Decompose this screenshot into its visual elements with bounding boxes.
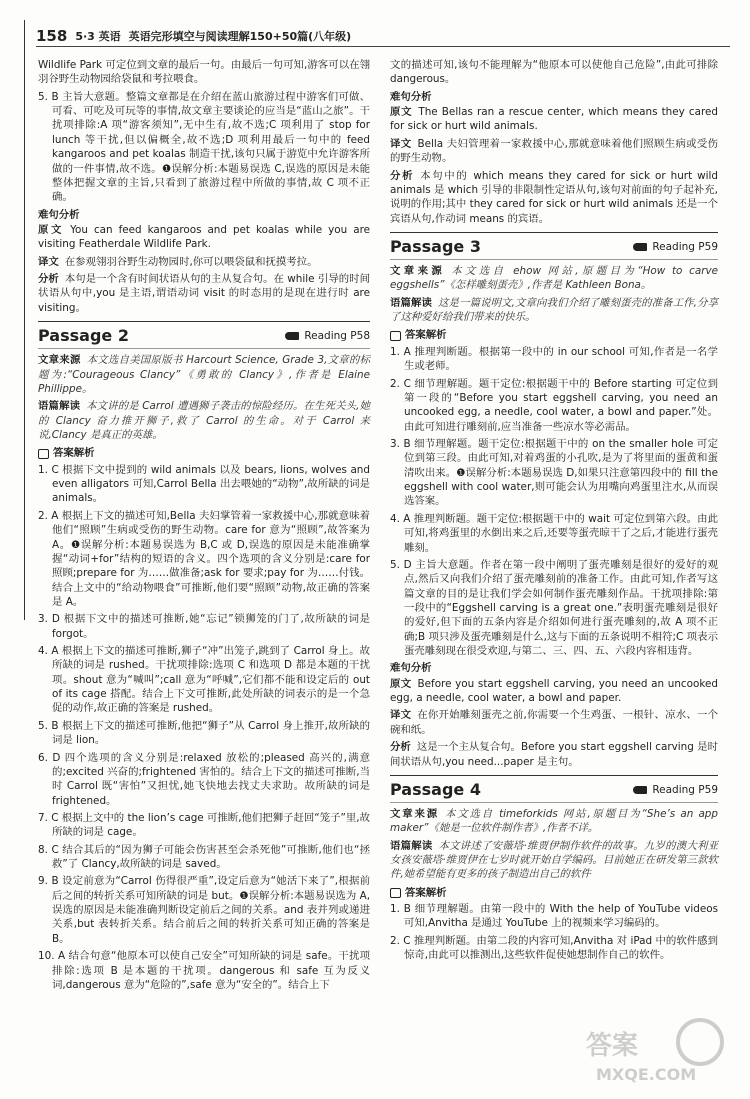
answer-item: 2. C 推理判断题。由第二段的内容可知,Anvitha 对 iPad 中的软件感到惊奇,由此可以推测出,这些软件促使她想制作自己的软件。 bbox=[390, 934, 718, 962]
paragraph: 文的描述可知,该句不能理解为“他原本可以使他自己危险”,由此可排除 dangerous。 bbox=[390, 59, 718, 86]
svg-text:MXQE.COM: MXQE.COM bbox=[596, 1065, 697, 1084]
analysis-text: 这是一个主从复合句。Before you start eggshell carving 是时间状语从句,you need...paper 是主句。 bbox=[390, 741, 718, 768]
pointing-hand-icon bbox=[633, 243, 647, 251]
trans-text: Bella 夫妇管理着一家救援中心,那就意味着他们照顾生病或受伤的野生动物。 bbox=[390, 137, 718, 165]
orig-text: The Bellas ran a rescue center, which means they cared for sick or hurt wild animals. bbox=[390, 106, 718, 133]
answer-item: 5. D 主旨大意题。作者在第一段中阐明了蛋壳雕刻是很好的爱好的观点,然后又向我们介绍了蛋壳雕刻前的准备工作。由此可知,作者写这篇文章的目的是让我们学会如何制作蛋壳雕刻作品。干扰项排除:第一段中的“Eggshell carving is a great one.”表明蛋壳雕刻是很好的爱好,但下面的五条内容是介绍如何进行蛋壳雕刻的,故 A 项不正确;B 项只涉及蛋壳雕刻是什么,这与下面的五条说明不相符;C 项表示蛋壳雕刻现在很受欢迎,与第二、三、四、五、六段内容相违背。 bbox=[390, 558, 718, 658]
answer-item: 1. B 细节理解题。由第一段中的 With the help of YouTube videos 可知,Anvitha 是通过 YouTube 上的视频来学习编码的。 bbox=[390, 903, 718, 930]
watermark-logo bbox=[582, 1012, 732, 1087]
intro-text: 本文讲述了安薇塔·维贾伊制作软件的故事。九岁的澳大利亚女孩安薇塔·维贾伊在七岁时就开始自学编码。目前她正在研发第三款软件,她希望能有更多的孩子制造出自己的软件 bbox=[390, 839, 718, 881]
answer-item: 1. A 推理判断题。根据第一段中的 in our school 可知,作者是一名学生或老师。 bbox=[390, 345, 718, 373]
difficult-sentence-heading: 难句分析 bbox=[390, 662, 432, 675]
reading-ref bbox=[633, 783, 718, 797]
source-label: 文章来源 bbox=[390, 807, 439, 820]
reading-ref bbox=[633, 240, 718, 254]
source-text: 本文选自 timeforkids 网站,原题目为“She’s an app maker”《她是一位软件制作者》,作者不详。 bbox=[390, 807, 719, 835]
answer-heading bbox=[390, 328, 718, 342]
difficult-sentence-heading: 难句分析 bbox=[390, 90, 432, 103]
source-text: 本文选自 ehow 网站,原题目为“How to carve eggshells”《怎样雕刻蛋壳》,作者是 Kathleen Bona。 bbox=[390, 265, 719, 292]
passage-title: Passage 4 bbox=[390, 779, 481, 799]
paragraph: Wildlife Park 可定位到文章的最后一句。由最后一句可知,游客可以在翎羽谷野生动物园给袋鼠和考拉喂食。 bbox=[38, 59, 370, 86]
answer-item: 5. B 根据上下文的描述可推断,他把“狮子”从 Carrol 身上推开,故所缺的词是 lion。 bbox=[38, 719, 370, 747]
right-column bbox=[390, 58, 718, 966]
trans-text: 在你开始雕刻蛋壳之前,你需要一个生鸡蛋、一根针、凉水、一个碗和纸。 bbox=[390, 709, 718, 736]
trans-label: 译文 bbox=[390, 137, 412, 150]
answer-item: 9. B 设定前意为“Carrol 伤得很严重”,设定后意为“她活下来了”,根据前后之间的转折关系可知所缺的词是 but。❶误解分析:本题易误选为 A,误选的原因是未能准确判断设定前后之间的关系。and 表并列或递进关系,but 表转折关系。结合前后之间的转折关系可知正确的答案是 B。 bbox=[38, 875, 370, 945]
source-label: 文章来源 bbox=[390, 265, 446, 278]
margin-rule bbox=[24, 20, 25, 620]
answer-item: 8. C 结合其后的“因为狮子可能会伤害甚至会杀死他”可推断,他们也“拯救”了 Clancy,故所缺的词是 saved。 bbox=[38, 843, 370, 871]
pointing-hand-icon bbox=[285, 332, 299, 340]
page-number: 158 bbox=[36, 27, 68, 45]
analysis-label: 分析 bbox=[38, 273, 59, 286]
orig-label: 原文 bbox=[390, 106, 413, 119]
answer-item: 1. C 根据下文中提到的 wild animals 以及 bears, lions, wolves and even alligators 可知,Carrol Bella 出去喂她的“动物”,故所缺的词是 animals。 bbox=[38, 463, 370, 505]
answer-heading bbox=[38, 446, 370, 460]
answer-item: 7. C 根据上文中的 the lion’s cage 可推断,他们把狮子赶回“笼子”里,故所缺的词是 cage。 bbox=[38, 811, 370, 839]
lock-icon bbox=[390, 331, 401, 341]
lock-icon bbox=[38, 449, 49, 459]
answer-heading-text: 答案解析 bbox=[405, 886, 447, 899]
orig-label: 原文 bbox=[390, 677, 412, 690]
header-rule bbox=[36, 46, 730, 47]
trans-text: 在参观翎羽谷野生动物园时,你可以喂袋鼠和抚摸考拉。 bbox=[64, 255, 318, 268]
answer-heading bbox=[390, 886, 718, 900]
svg-text:答案: 答案 bbox=[586, 1031, 639, 1061]
reading-page: Reading P59 bbox=[652, 783, 718, 796]
orig-text: You can feed kangaroos and pet koalas while you are visiting Featherdale Wildlife Park. bbox=[38, 223, 371, 251]
analysis-label: 分析 bbox=[390, 741, 411, 754]
passage-title: Passage 2 bbox=[38, 326, 129, 346]
answer-item: 10. A 结合句意“他原本可以使自己安全”可知所缺的词是 safe。干扰项排除:选项 B 是本题的干扰项。dangerous 和 safe 互为反义词,dangerous 意为“危险的”,safe 意为“安全的”。结合上下 bbox=[38, 950, 370, 991]
page-header bbox=[36, 24, 730, 44]
book-title: 英语完形填空与阅读理解150+50篇(八年级) bbox=[128, 29, 352, 43]
answer-item: 2. A 根据上下文的描述可知,Bella 夫妇掌管着一家救援中心,那就意味着他们“照顾”生病或受伤的野生动物。care for 意为“照顾”,故答案为 A。❶误解分析:本题易误选为 B,C 或 D,误选的原因是未能准确掌握“动词+for”结构的短语的含义。四个选项的含义分别是:care for 照顾;prepare for 为……做准备;ask for 要求;pay for 为……付钱。结合上文中的“给动物喂食”可推断,他们要“照顾”动物,故正确的答案是 A。 bbox=[38, 509, 370, 608]
intro-label: 语篇解读 bbox=[38, 400, 81, 413]
answer-item: 5. B 主旨大意题。整篇文章都是在介绍在蓝山旅游过程中游客们可做、可看、可吃及可玩等的事情,故文章主要谈论的应当是“蓝山之旅”。干扰项排除:A 项“游客须知”,无中生有,故不选;C 项利用了 stop for lunch 等干扰,但以偏概全,故不选;D 项利用最后一句中的 feed kangaroos and pet koalas 制造干扰,该句只属于游览中允许游客所做的一件事情,故不选。❶误解分析:本题易误选 C,误选的原因是未能整体把握文章的主旨,只看到了旅游过程中所做的事情,故 C 项不正确。 bbox=[38, 90, 370, 204]
answer-heading-text: 答案解析 bbox=[405, 329, 447, 342]
series-label: 5·3 英语 bbox=[75, 29, 121, 43]
answer-item: 2. C 细节理解题。题干定位:根据题干中的 Before starting 可定位到第一段的“Before you start eggshell carving, you need an uncooked egg, a needle, cool water, a bowl and paper.”处。由此可知进行雕刻前,应当准备一些凉水等必需品。 bbox=[390, 377, 718, 433]
trans-label: 译文 bbox=[390, 709, 412, 722]
analysis-text: 本句是一个含有时间状语从句的主从复合句。在 while 引导的时间状语从句中,you 是主语,谓语动词 visit 的时态用的是现在进行时 are visiting。 bbox=[38, 273, 371, 314]
passage-4-banner bbox=[390, 775, 718, 803]
difficult-sentence-heading: 难句分析 bbox=[38, 208, 80, 221]
passage-2-banner bbox=[38, 321, 370, 349]
passage-title: Passage 3 bbox=[390, 236, 481, 256]
answer-item: 6. D 四个选项的含义分别是:relaxed 放松的;pleased 高兴的,满意的;excited 兴奋的;frightened 害怕的。结合上下文的描述可推断,当时 Carrol 既“害怕”又担忧,她飞快地去找丈夫求助。故所缺的词是 frightened。 bbox=[38, 751, 370, 807]
analysis-text: 本句中的 which means they cared for sick or hurt wild animals 是 which 引导的非限制性定语从句,该句对前面的句子起补充,说明的作用;其中 they cared for sick or hurt wild animals 还是一个宾语从句,作动词 means 的宾语。 bbox=[390, 169, 718, 225]
intro-label: 语篇解读 bbox=[390, 296, 433, 309]
analysis-label: 分析 bbox=[390, 169, 415, 182]
reading-ref bbox=[285, 329, 370, 343]
trans-label: 译文 bbox=[38, 255, 59, 268]
orig-label: 原文 bbox=[38, 223, 65, 236]
intro-text: 这是一篇说明文,文章向我们介绍了雕刻蛋壳的准备工作,分享了这种爱好给我们带来的快乐。 bbox=[390, 296, 719, 324]
source-label: 文章来源 bbox=[38, 354, 81, 367]
lock-icon bbox=[390, 888, 401, 898]
answer-item: 4. A 推理判断题。题干定位:根据题干中的 wait 可定位到第六段。由此可知,将鸡蛋里的水倒出来之后,还要等蛋壳晾干了之后,才能进行蛋壳雕刻。 bbox=[390, 512, 718, 554]
answer-heading-text: 答案解析 bbox=[53, 447, 95, 460]
answer-item: 3. B 细节理解题。题干定位:根据题干中的 on the smaller hole 可定位到第三段。由此可知,对着鸡蛋的小孔吹,是为了将里面的蛋黄和蛋清吹出来。❶误解分析:本题易误选 D,如果只注意第四段中的 fill the eggshell with cool water,则可能会认为用嘴向鸡蛋里注水,从而误选答案。 bbox=[390, 437, 718, 508]
intro-text: 本文讲的是 Carrol 遭遇狮子袭击的惊险经历。在生死关头,她的 Clancy 奋力推开狮子,救了 Carrol 的生命。对于 Carrol 来说,Clancy 是真正的英雄。 bbox=[38, 400, 370, 441]
passage-3-banner bbox=[390, 232, 718, 260]
answer-item: 4. A 根据上下文的描述可推断,狮子“冲”出笼子,跳到了 Carrol 身上。故所缺的词是 rushed。干扰项排除:选项 C 和选项 D 都是本题的干扰项。shout 意为“喊叫”;call 意为“呼喊”,它们都不能和设定后的 out of its cage 搭配。结合上下文可推断,此处所缺的词表示的是一个急促的动作,故正确的答案是 rushed。 bbox=[38, 645, 370, 715]
pointing-hand-icon bbox=[633, 786, 647, 794]
reading-page: Reading P59 bbox=[652, 240, 718, 253]
reading-page: Reading P58 bbox=[304, 329, 370, 342]
intro-label: 语篇解读 bbox=[390, 839, 433, 852]
answer-item: 3. D 根据下文中的描述可推断,她“忘记”锁狮笼的门了,故所缺的词是 forgot。 bbox=[38, 613, 370, 640]
left-column bbox=[38, 58, 370, 995]
orig-text: Before you start eggshell carving, you need an uncooked egg, a needle, cool water, a bowl and paper. bbox=[390, 677, 718, 705]
source-text: 本文选自美国原版书 Harcourt Science, Grade 3,文章的标题为:“Courageous Clancy”《勇敢的 Clancy》,作者是 Elaine Phillippe。 bbox=[38, 354, 371, 395]
